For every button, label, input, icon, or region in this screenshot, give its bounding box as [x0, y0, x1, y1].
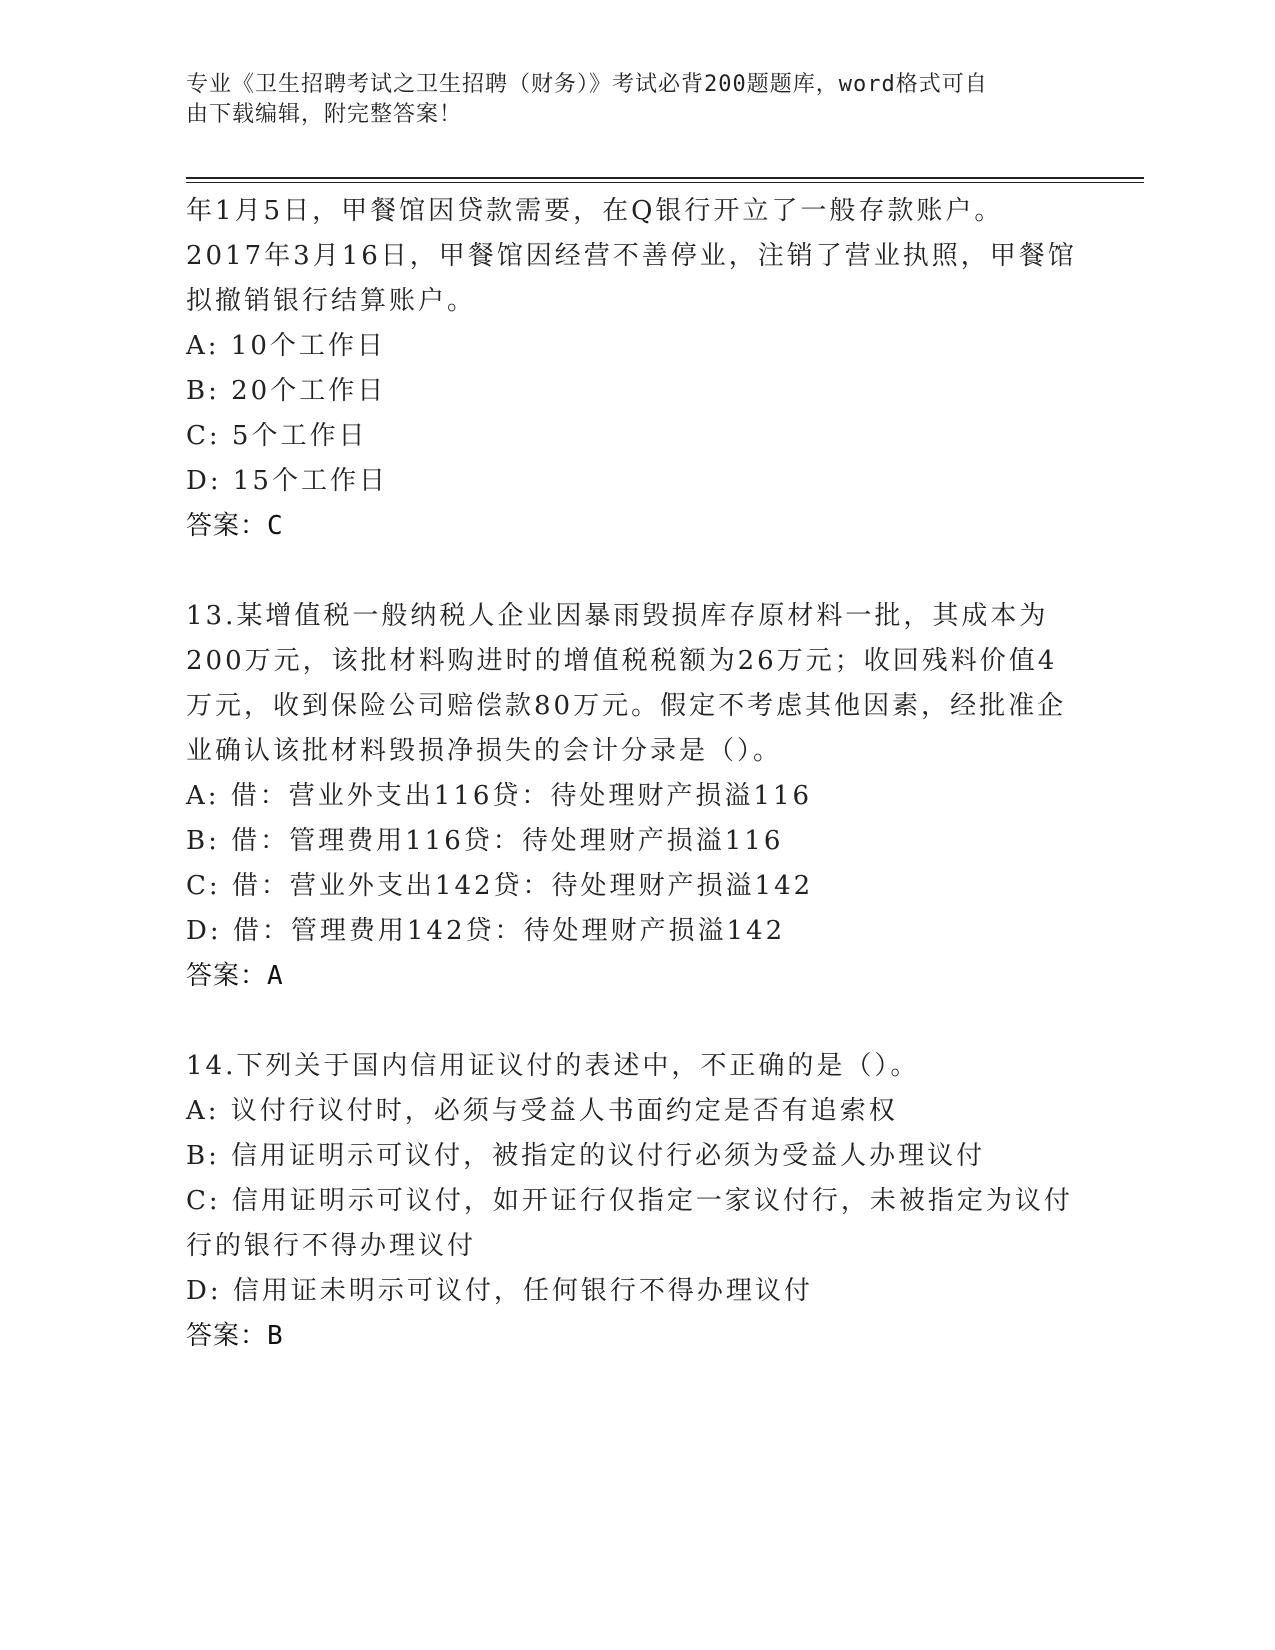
question-stem-line: 13.某增值税一般纳税人企业因暴雨毁损库存原材料一批，其成本为	[186, 601, 1049, 631]
option-a: A: 议付行议付时，必须与受益人书面约定是否有追索权	[186, 1096, 898, 1126]
header-line-2: 由下载编辑，附完整答案！	[186, 102, 463, 127]
answer-label: 答案：B	[186, 1321, 284, 1351]
option-b: B: 信用证明示可议付，被指定的议付行必须为受益人办理议付	[186, 1141, 986, 1171]
question-stem-line: 2017年3月16日，甲餐馆因经营不善停业，注销了营业执照，甲餐馆	[186, 241, 1077, 271]
option-b: B: 借：管理费用116贷：待处理财产损溢116	[186, 826, 784, 856]
question-12	[186, 189, 1086, 549]
questions-content	[186, 189, 1086, 1359]
question-stem-line: 年1月5日，甲餐馆因贷款需要，在Q银行开立了一般存款账户。	[186, 196, 1004, 226]
option-b: B: 20个工作日	[186, 376, 387, 406]
question-stem-line: 业确认该批材料毁损净损失的会计分录是（）。	[186, 736, 783, 766]
option-d: D: 信用证未明示可议付，任何银行不得办理议付	[186, 1276, 813, 1306]
question-stem-line: 14.下列关于国内信用证议付的表述中，不正确的是（）。	[186, 1051, 920, 1081]
question-13	[186, 594, 1086, 999]
document-header	[186, 70, 1066, 130]
option-c-continuation: 行的银行不得办理议付	[186, 1231, 477, 1261]
option-d: D: 15个工作日	[186, 466, 388, 496]
question-stem-line: 200万元，该批材料购进时的增值税税额为26万元；收回残料价值4	[186, 646, 1058, 676]
header-divider-thick	[186, 177, 1144, 179]
question-14	[186, 1044, 1086, 1359]
option-c: C: 5个工作日	[186, 421, 368, 451]
question-stem-line: 万元，收到保险公司赔偿款80万元。假定不考虑其他因素，经批准企	[186, 691, 1067, 721]
option-a: A: 10个工作日	[186, 331, 386, 361]
option-d: D: 借：管理费用142贷：待处理财产损溢142	[186, 916, 786, 946]
header-line-1: 专业《卫生招聘考试之卫生招聘（财务）》考试必背200题题库，word格式可自	[186, 72, 988, 97]
spacer	[186, 999, 1086, 1044]
answer-label: 答案：A	[186, 961, 284, 991]
question-stem-line: 拟撤销银行结算账户。	[186, 286, 477, 316]
option-c: C: 信用证明示可议付，如开证行仅指定一家议付行，未被指定为议付	[186, 1186, 1073, 1216]
option-a: A: 借：营业外支出116贷：待处理财产损溢116	[186, 781, 813, 811]
option-c: C: 借：营业外支出142贷：待处理财产损溢142	[186, 871, 814, 901]
answer-label: 答案：C	[186, 511, 284, 541]
header-divider-thin	[186, 182, 1144, 183]
spacer	[186, 549, 1086, 594]
